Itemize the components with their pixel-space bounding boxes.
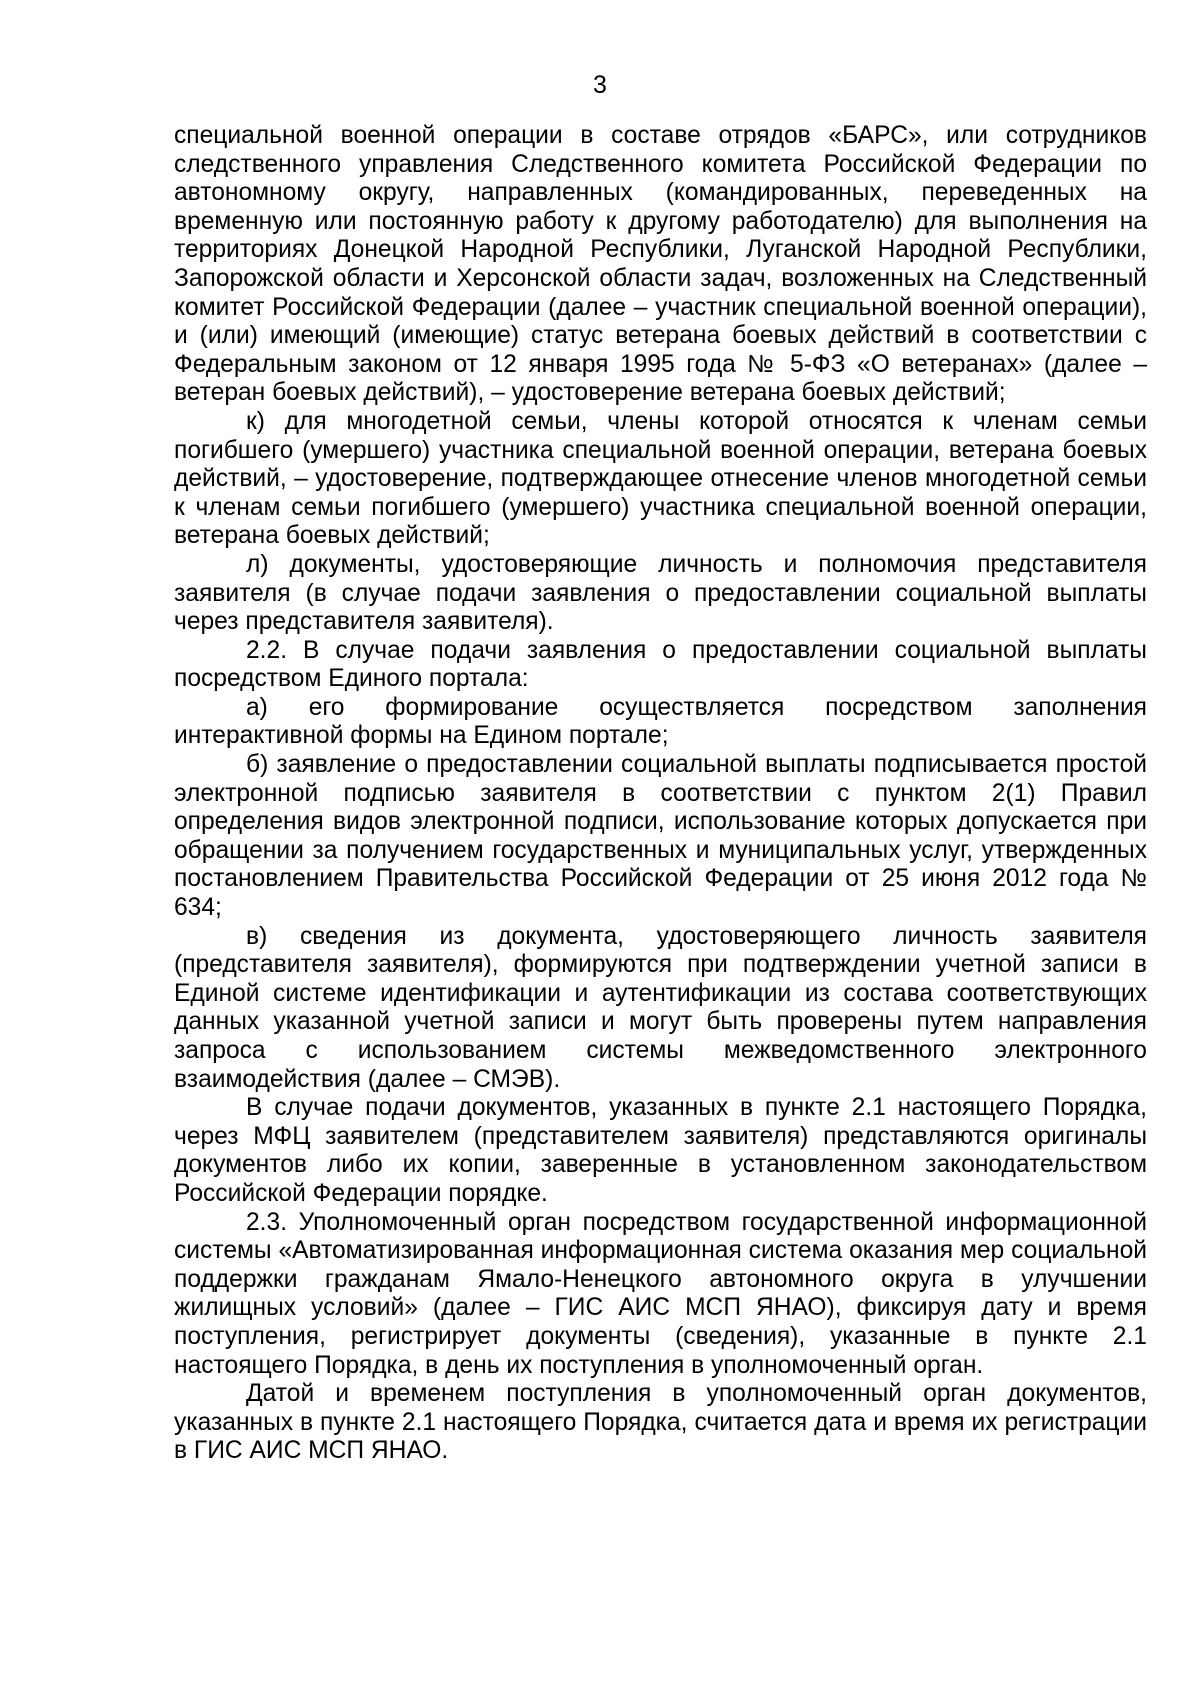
paragraph-item-a: а) его формирование осуществляется посредством заполнения интерактивной формы на Едином портале;: [174, 693, 1147, 750]
paragraph-continuation: специальной военной операции в составе отрядов «БАРС», или сотрудников следственного управления Следственного комитета Российской Федерации по автономному округу, направленных (командированных, переведенных на временную или постоянную работу к другому работодателю) для выполнения на территориях Донецкой Народной Республики, Луганской Народной Республики, Запорожской области и Херсонской области задач, возложенных на Следственный комитет Российской Федерации (далее – участник специальной военной операции), и (или) имеющий (имеющие) статус ветерана боевых действий в соответствии с Федеральным законом от 12 января 1995 года № 5-ФЗ «О ветеранах» (далее – ветеран боевых действий), – удостоверение ветерана боевых действий;: [174, 122, 1147, 407]
paragraph-item-b: б) заявление о предоставлении социальной выплаты подписывается простой электронной подписью заявителя в соответствии с пунктом 2(1) Правил определения видов электронной подписи, использование которых допускается при обращении за получением государственных и муниципальных услуг, утвержденных постановлением Правительства Российской Федерации от 25 июня 2012 года № 634;: [174, 751, 1147, 922]
paragraph-section-2-2: 2.2. В случае подачи заявления о предоставлении социальной выплаты посредством Единого портала:: [174, 636, 1147, 693]
paragraph-receipt-date: Датой и временем поступления в уполномоченный орган документов, указанных в пункте 2.1 настоящего Порядка, считается дата и время их регистрации в ГИС АИС МСП ЯНАО.: [174, 1380, 1147, 1465]
paragraph-item-l: л) документы, удостоверяющие личность и полномочия представителя заявителя (в случае подачи заявления о предоставлении социальной выплаты через представителя заявителя).: [174, 550, 1147, 636]
paragraph-item-k: к) для многодетной семьи, члены которой относятся к членам семьи погибшего (умершего) участника специальной военной операции, ветерана боевых действий, – удостоверение, подтверждающее отнесение членов многодетной семьи к членам семьи погибшего (умершего) участника специальной военной операции, ветерана боевых действий;: [174, 407, 1147, 550]
document-body: [174, 122, 1147, 1466]
paragraph-mfc: В случае подачи документов, указанных в пункте 2.1 настоящего Порядка, через МФЦ заявителем (представителем заявителя) представляются оригиналы документов либо их копии, заверенные в установленном законодательством Российской Федерации порядке.: [174, 1094, 1147, 1207]
paragraph-section-2-3: 2.3. Уполномоченный орган посредством государственной информационной системы «Автоматизированная информационная система оказания мер социальной поддержки гражданам Ямало-Ненецкого автономного округа в улучшении жилищных условий» (далее – ГИС АИС МСП ЯНАО), фиксируя дату и время поступления, регистрирует документы (сведения), указанные в пункте 2.1 настоящего Порядка, в день их поступления в уполномоченный орган.: [174, 1208, 1147, 1379]
page-number: 3: [593, 71, 607, 99]
paragraph-item-v: в) сведения из документа, удостоверяющего личность заявителя (представителя заявителя), формируются при подтверждении учетной записи в Единой системе идентификации и аутентификации из состава соответствующих данных указанной учетной записи и могут быть проверены путем направления запроса с использованием системы межведомственного электронного взаимодействия (далее – СМЭВ).: [174, 922, 1147, 1093]
